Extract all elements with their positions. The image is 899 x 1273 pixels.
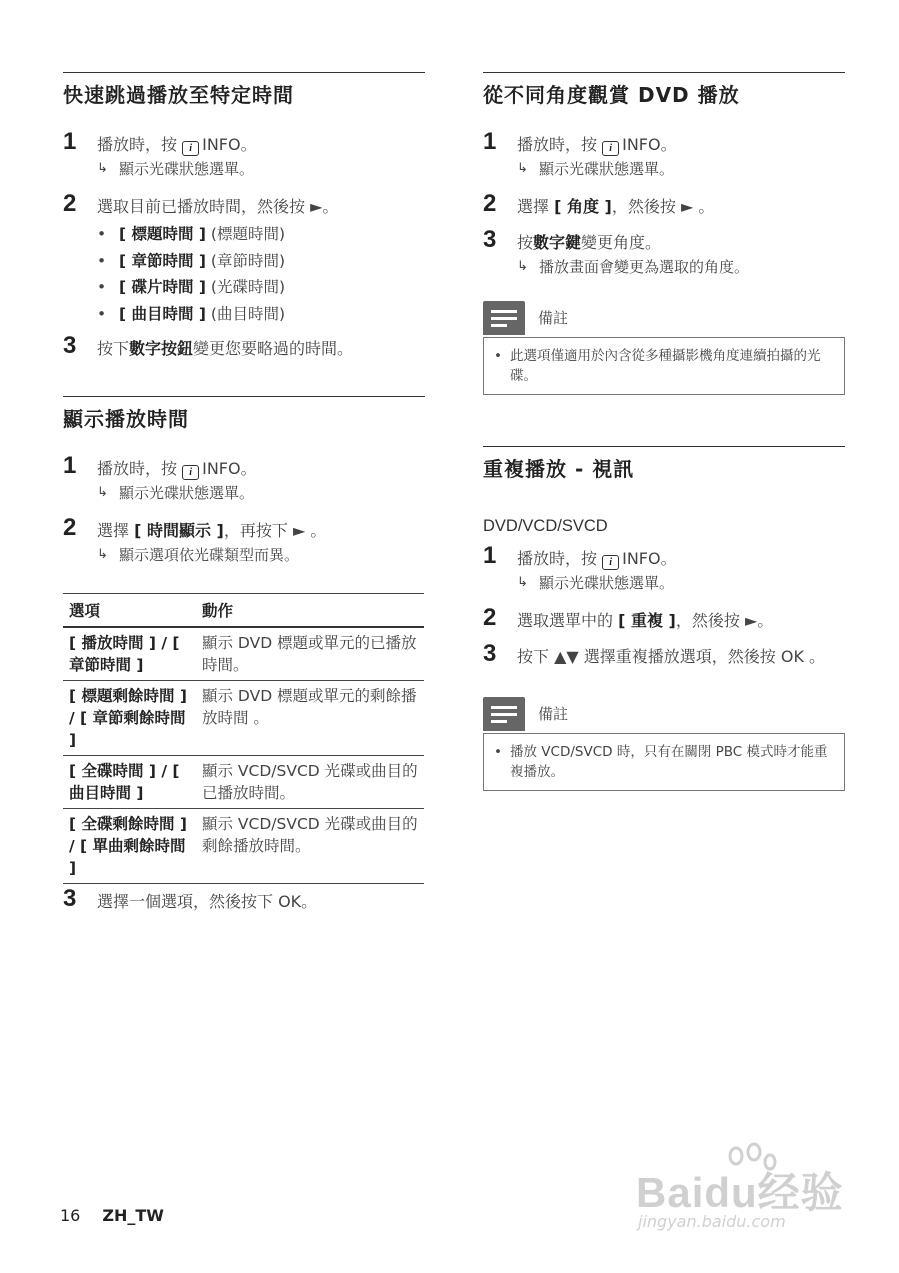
step-1 bbox=[483, 542, 845, 595]
step-result bbox=[97, 157, 425, 181]
step-2 bbox=[483, 190, 845, 219]
result-arrow-icon: ↳ bbox=[517, 575, 528, 590]
result-text: 顯示光碟狀態選單。 bbox=[539, 160, 675, 178]
step-text-end: 。 bbox=[240, 459, 257, 478]
result-text: 播放畫面會變更為選取的角度。 bbox=[539, 258, 750, 276]
step-text: 播放時，按 bbox=[517, 135, 603, 154]
step-text: 按 bbox=[517, 233, 534, 252]
step-number: 3 bbox=[63, 885, 77, 912]
step-result bbox=[517, 157, 845, 181]
step-text-end: 。 bbox=[240, 135, 257, 154]
table-row bbox=[63, 756, 424, 809]
note-body: • 此選項僅適用於內含從多種攝影機角度連續拍攝的光碟。 bbox=[483, 337, 845, 395]
note-block bbox=[483, 697, 845, 791]
step-text-end: ，再按下 ► 。 bbox=[223, 521, 327, 540]
note-block bbox=[483, 301, 845, 395]
step-number: 1 bbox=[63, 452, 77, 479]
page-footer bbox=[60, 1206, 164, 1225]
step-number: 3 bbox=[483, 226, 497, 253]
info-key-label: INFO bbox=[622, 549, 661, 568]
step-2 bbox=[63, 514, 425, 567]
note-icon bbox=[483, 697, 525, 731]
step-number: 1 bbox=[483, 542, 497, 569]
list-item bbox=[97, 301, 425, 328]
step-number: 2 bbox=[63, 190, 77, 217]
options-table bbox=[63, 593, 424, 884]
option-desc: (曲目時間) bbox=[205, 304, 285, 323]
option-desc: (章節時間) bbox=[205, 251, 285, 270]
table-cell-action: 顯示 VCD/SVCD 光碟或曲目的剩餘播放時間。 bbox=[196, 809, 424, 884]
step-number: 2 bbox=[483, 190, 497, 217]
step-text-end: 變更您要略過的時間。 bbox=[193, 339, 354, 358]
result-text: 顯示光碟狀態選單。 bbox=[119, 484, 255, 502]
table-row bbox=[63, 681, 424, 756]
right-column bbox=[483, 72, 845, 791]
note-icon bbox=[483, 301, 525, 335]
column-header: 選項 bbox=[63, 594, 196, 628]
table-cell-option: [ 全碟時間 ] / [ 曲目時間 ] bbox=[63, 756, 196, 809]
info-key-label: INFO bbox=[202, 459, 241, 478]
step-text: 播放時，按 bbox=[97, 135, 183, 154]
step-result bbox=[517, 571, 845, 595]
disc-types-subtitle: DVD/VCD/SVCD bbox=[483, 517, 608, 535]
option-name: [ 章節時間 ] bbox=[119, 251, 206, 270]
list-item bbox=[97, 274, 425, 301]
step-number: 3 bbox=[63, 332, 77, 359]
step-number: 2 bbox=[483, 604, 497, 631]
option-desc: (光碟時間) bbox=[205, 278, 285, 296]
step-number: 1 bbox=[63, 128, 77, 155]
note-header bbox=[483, 697, 845, 733]
table-row bbox=[63, 809, 424, 884]
option-desc: (標題時間) bbox=[205, 225, 285, 243]
option-name: [ 標題時間 ] bbox=[119, 225, 206, 243]
step-text: 選擇 bbox=[97, 521, 135, 540]
step-1 bbox=[63, 452, 425, 505]
step-text-end: ，然後按 ► 。 bbox=[611, 197, 715, 216]
step-result bbox=[97, 481, 425, 505]
info-key-icon: i bbox=[602, 141, 619, 156]
list-item bbox=[97, 248, 425, 275]
time-options-list bbox=[97, 221, 425, 327]
table-cell-option: [ 播放時間 ] / [ 章節時間 ] bbox=[63, 627, 196, 681]
table-cell-action: 顯示 DVD 標題或單元的已播放時間。 bbox=[196, 627, 424, 681]
step-number: 1 bbox=[483, 128, 497, 155]
step-text: 選擇 bbox=[517, 197, 555, 216]
step-2 bbox=[483, 604, 845, 633]
note-label: 備註 bbox=[538, 705, 569, 723]
result-text: 顯示光碟狀態選單。 bbox=[539, 574, 675, 592]
result-arrow-icon: ↳ bbox=[97, 161, 108, 176]
table-cell-action: 顯示 DVD 標題或單元的剩餘播放時間 。 bbox=[196, 681, 424, 756]
step-text: 播放時，按 bbox=[517, 549, 603, 568]
note-header bbox=[483, 301, 845, 337]
step-text-end: ，然後按 ►。 bbox=[675, 611, 774, 630]
result-arrow-icon: ↳ bbox=[517, 259, 528, 274]
info-key-icon: i bbox=[602, 555, 619, 570]
page-number: 16 bbox=[60, 1206, 81, 1225]
step-text-bold: [ 角度 ] bbox=[554, 197, 612, 216]
step-3 bbox=[483, 640, 845, 669]
column-header: 動作 bbox=[196, 594, 424, 628]
result-arrow-icon: ↳ bbox=[97, 485, 108, 500]
info-key-icon: i bbox=[182, 465, 199, 480]
watermark bbox=[636, 1142, 846, 1237]
language-code: ZH_TW bbox=[102, 1206, 164, 1225]
note-text: 此選項僅適用於內含從多種攝影機角度連續拍攝的光碟。 bbox=[510, 348, 821, 384]
info-key-label: INFO bbox=[202, 135, 241, 154]
section-title-repeat: 重複播放 - 視訊 bbox=[483, 446, 845, 483]
step-result bbox=[517, 255, 845, 279]
step-text-end: 變更角度。 bbox=[581, 233, 662, 252]
step-3 bbox=[483, 226, 845, 279]
section-title-skip-time: 快速跳過播放至特定時間 bbox=[63, 72, 425, 109]
step-text-end: 。 bbox=[660, 549, 677, 568]
note-label: 備註 bbox=[538, 309, 569, 327]
step-2 bbox=[63, 190, 425, 327]
watermark-url: jingyan.baidu.com bbox=[638, 1212, 786, 1231]
step-result bbox=[97, 543, 425, 567]
result-text: 顯示選項依光碟類型而異。 bbox=[119, 546, 300, 564]
step-text: 播放時，按 bbox=[97, 459, 183, 478]
step-text-bold: [ 重複 ] bbox=[618, 611, 676, 630]
result-arrow-icon: ↳ bbox=[97, 547, 108, 562]
note-body: • 播放 VCD/SVCD 時，只有在關閉 PBC 模式時才能重複播放。 bbox=[483, 733, 845, 791]
info-key-label: INFO bbox=[622, 135, 661, 154]
step-3 bbox=[63, 885, 425, 914]
table-row bbox=[63, 627, 424, 681]
result-text: 顯示光碟狀態選單。 bbox=[119, 160, 255, 178]
section-title-angle: 從不同角度觀賞 DVD 播放 bbox=[483, 72, 845, 109]
step-text-end: 。 bbox=[660, 135, 677, 154]
step-1 bbox=[63, 128, 425, 181]
option-name: [ 碟片時間 ] bbox=[119, 278, 206, 296]
step-text-bold: [ 時間顯示 ] bbox=[134, 521, 224, 540]
info-key-icon: i bbox=[182, 141, 199, 156]
table-cell-action: 顯示 VCD/SVCD 光碟或曲目的已播放時間。 bbox=[196, 756, 424, 809]
step-text: 選取選單中的 bbox=[517, 611, 619, 630]
table-cell-option: [ 全碟剩餘時間 ] / [ 單曲剩餘時間 ] bbox=[63, 809, 196, 884]
step-text: 按下 ▲▼ 選擇重複播放選項，然後按 OK 。 bbox=[517, 647, 826, 666]
step-number: 2 bbox=[63, 514, 77, 541]
table-cell-option: [ 標題剩餘時間 ] / [ 章節剩餘時間 ] bbox=[63, 681, 196, 756]
list-item bbox=[97, 221, 425, 248]
step-text: 選取目前已播放時間，然後按 ►。 bbox=[97, 197, 339, 216]
step-text-bold: 數字鍵 bbox=[533, 233, 582, 252]
step-1 bbox=[483, 128, 845, 181]
step-text: 選擇一個選項，然後按下 OK。 bbox=[97, 892, 318, 911]
note-text: 播放 VCD/SVCD 時，只有在關閉 PBC 模式時才能重複播放。 bbox=[510, 744, 828, 780]
option-name: [ 曲目時間 ] bbox=[119, 304, 206, 323]
left-column bbox=[63, 72, 425, 914]
step-text: 按下 bbox=[97, 339, 130, 358]
step-number: 3 bbox=[483, 640, 497, 667]
result-arrow-icon: ↳ bbox=[517, 161, 528, 176]
step-3 bbox=[63, 332, 425, 361]
table-header-row bbox=[63, 594, 424, 628]
step-text-bold: 數字按鈕 bbox=[129, 339, 194, 358]
watermark-logo: Baidu经验 bbox=[636, 1169, 844, 1216]
section-title-display-time: 顯示播放時間 bbox=[63, 396, 425, 433]
